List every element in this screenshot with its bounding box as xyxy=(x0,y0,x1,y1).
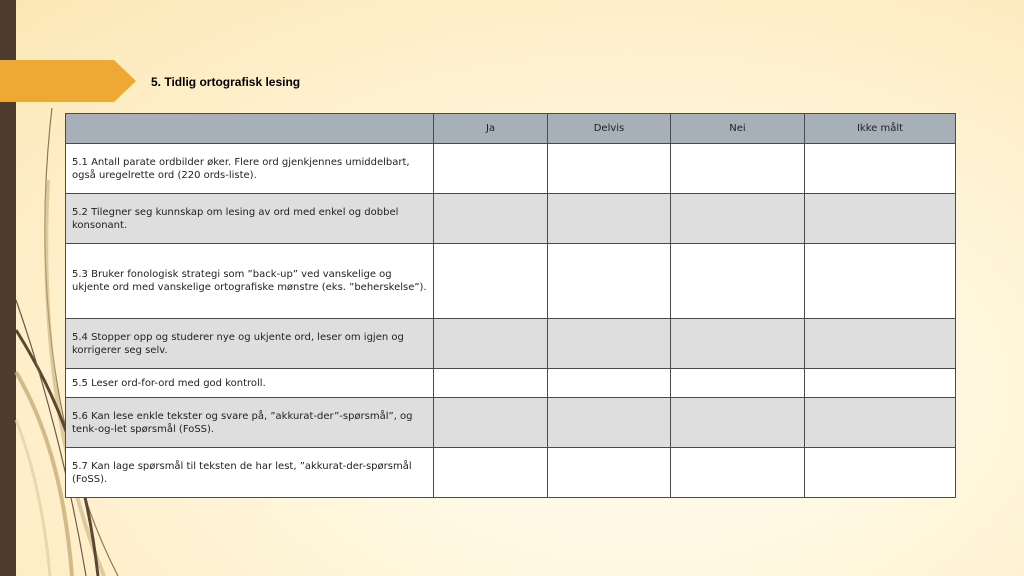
cell-ikke-malt[interactable] xyxy=(805,369,956,398)
criterion-cell: 5.5 Leser ord-for-ord med god kontroll. xyxy=(66,369,434,398)
criterion-cell: 5.2 Tilegner seg kunnskap om lesing av ord med enkel og dobbel konsonant. xyxy=(66,194,434,244)
cell-ikke-malt[interactable] xyxy=(805,244,956,319)
cell-delvis[interactable] xyxy=(548,194,671,244)
cell-ja[interactable] xyxy=(434,244,548,319)
table-row xyxy=(66,319,956,369)
header-nei: Nei xyxy=(671,114,805,144)
cell-ja[interactable] xyxy=(434,194,548,244)
evaluation-table xyxy=(65,113,956,498)
table-row xyxy=(66,244,956,319)
cell-delvis[interactable] xyxy=(548,319,671,369)
cell-ja[interactable] xyxy=(434,369,548,398)
cell-ja[interactable] xyxy=(434,319,548,369)
cell-nei[interactable] xyxy=(671,194,805,244)
table-row xyxy=(66,398,956,448)
table-row xyxy=(66,448,956,498)
cell-delvis[interactable] xyxy=(548,398,671,448)
cell-delvis[interactable] xyxy=(548,244,671,319)
criterion-cell: 5.4 Stopper opp og studerer nye og ukjente ord, leser om igjen og korrigerer seg selv. xyxy=(66,319,434,369)
cell-ja[interactable] xyxy=(434,448,548,498)
cell-delvis[interactable] xyxy=(548,448,671,498)
cell-nei[interactable] xyxy=(671,319,805,369)
header-criterion xyxy=(66,114,434,144)
table-header-row xyxy=(66,114,956,144)
cell-ikke-malt[interactable] xyxy=(805,448,956,498)
header-ikke-malt: Ikke målt xyxy=(805,114,956,144)
cell-nei[interactable] xyxy=(671,144,805,194)
criterion-cell: 5.1 Antall parate ordbilder øker. Flere ord gjenkjennes umiddelbart, også uregelrette ord (220 ords-liste). xyxy=(66,144,434,194)
cell-ikke-malt[interactable] xyxy=(805,144,956,194)
header-ja: Ja xyxy=(434,114,548,144)
table-row xyxy=(66,194,956,244)
cell-delvis[interactable] xyxy=(548,369,671,398)
criterion-cell: 5.3 Bruker fonologisk strategi som ”back-up” ved vanskelige og ukjente ord med vanskelige ortografiske mønstre (eks. ”beherskelse”). xyxy=(66,244,434,319)
criterion-cell: 5.6 Kan lese enkle tekster og svare på, ”akkurat-der”-spørsmål”, og tenk-og-let spørsmål (FoSS). xyxy=(66,398,434,448)
cell-nei[interactable] xyxy=(671,398,805,448)
table-row xyxy=(66,144,956,194)
cell-ikke-malt[interactable] xyxy=(805,398,956,448)
cell-ikke-malt[interactable] xyxy=(805,319,956,369)
cell-nei[interactable] xyxy=(671,244,805,319)
table-row xyxy=(66,369,956,398)
title-accent-arrow xyxy=(0,60,136,102)
cell-nei[interactable] xyxy=(671,369,805,398)
cell-delvis[interactable] xyxy=(548,144,671,194)
criterion-cell: 5.7 Kan lage spørsmål til teksten de har lest, ”akkurat-der-spørsmål (FoSS). xyxy=(66,448,434,498)
cell-ja[interactable] xyxy=(434,144,548,194)
header-delvis: Delvis xyxy=(548,114,671,144)
cell-ikke-malt[interactable] xyxy=(805,194,956,244)
slide-title: 5. Tidlig ortografisk lesing xyxy=(151,75,301,89)
cell-nei[interactable] xyxy=(671,448,805,498)
cell-ja[interactable] xyxy=(434,398,548,448)
